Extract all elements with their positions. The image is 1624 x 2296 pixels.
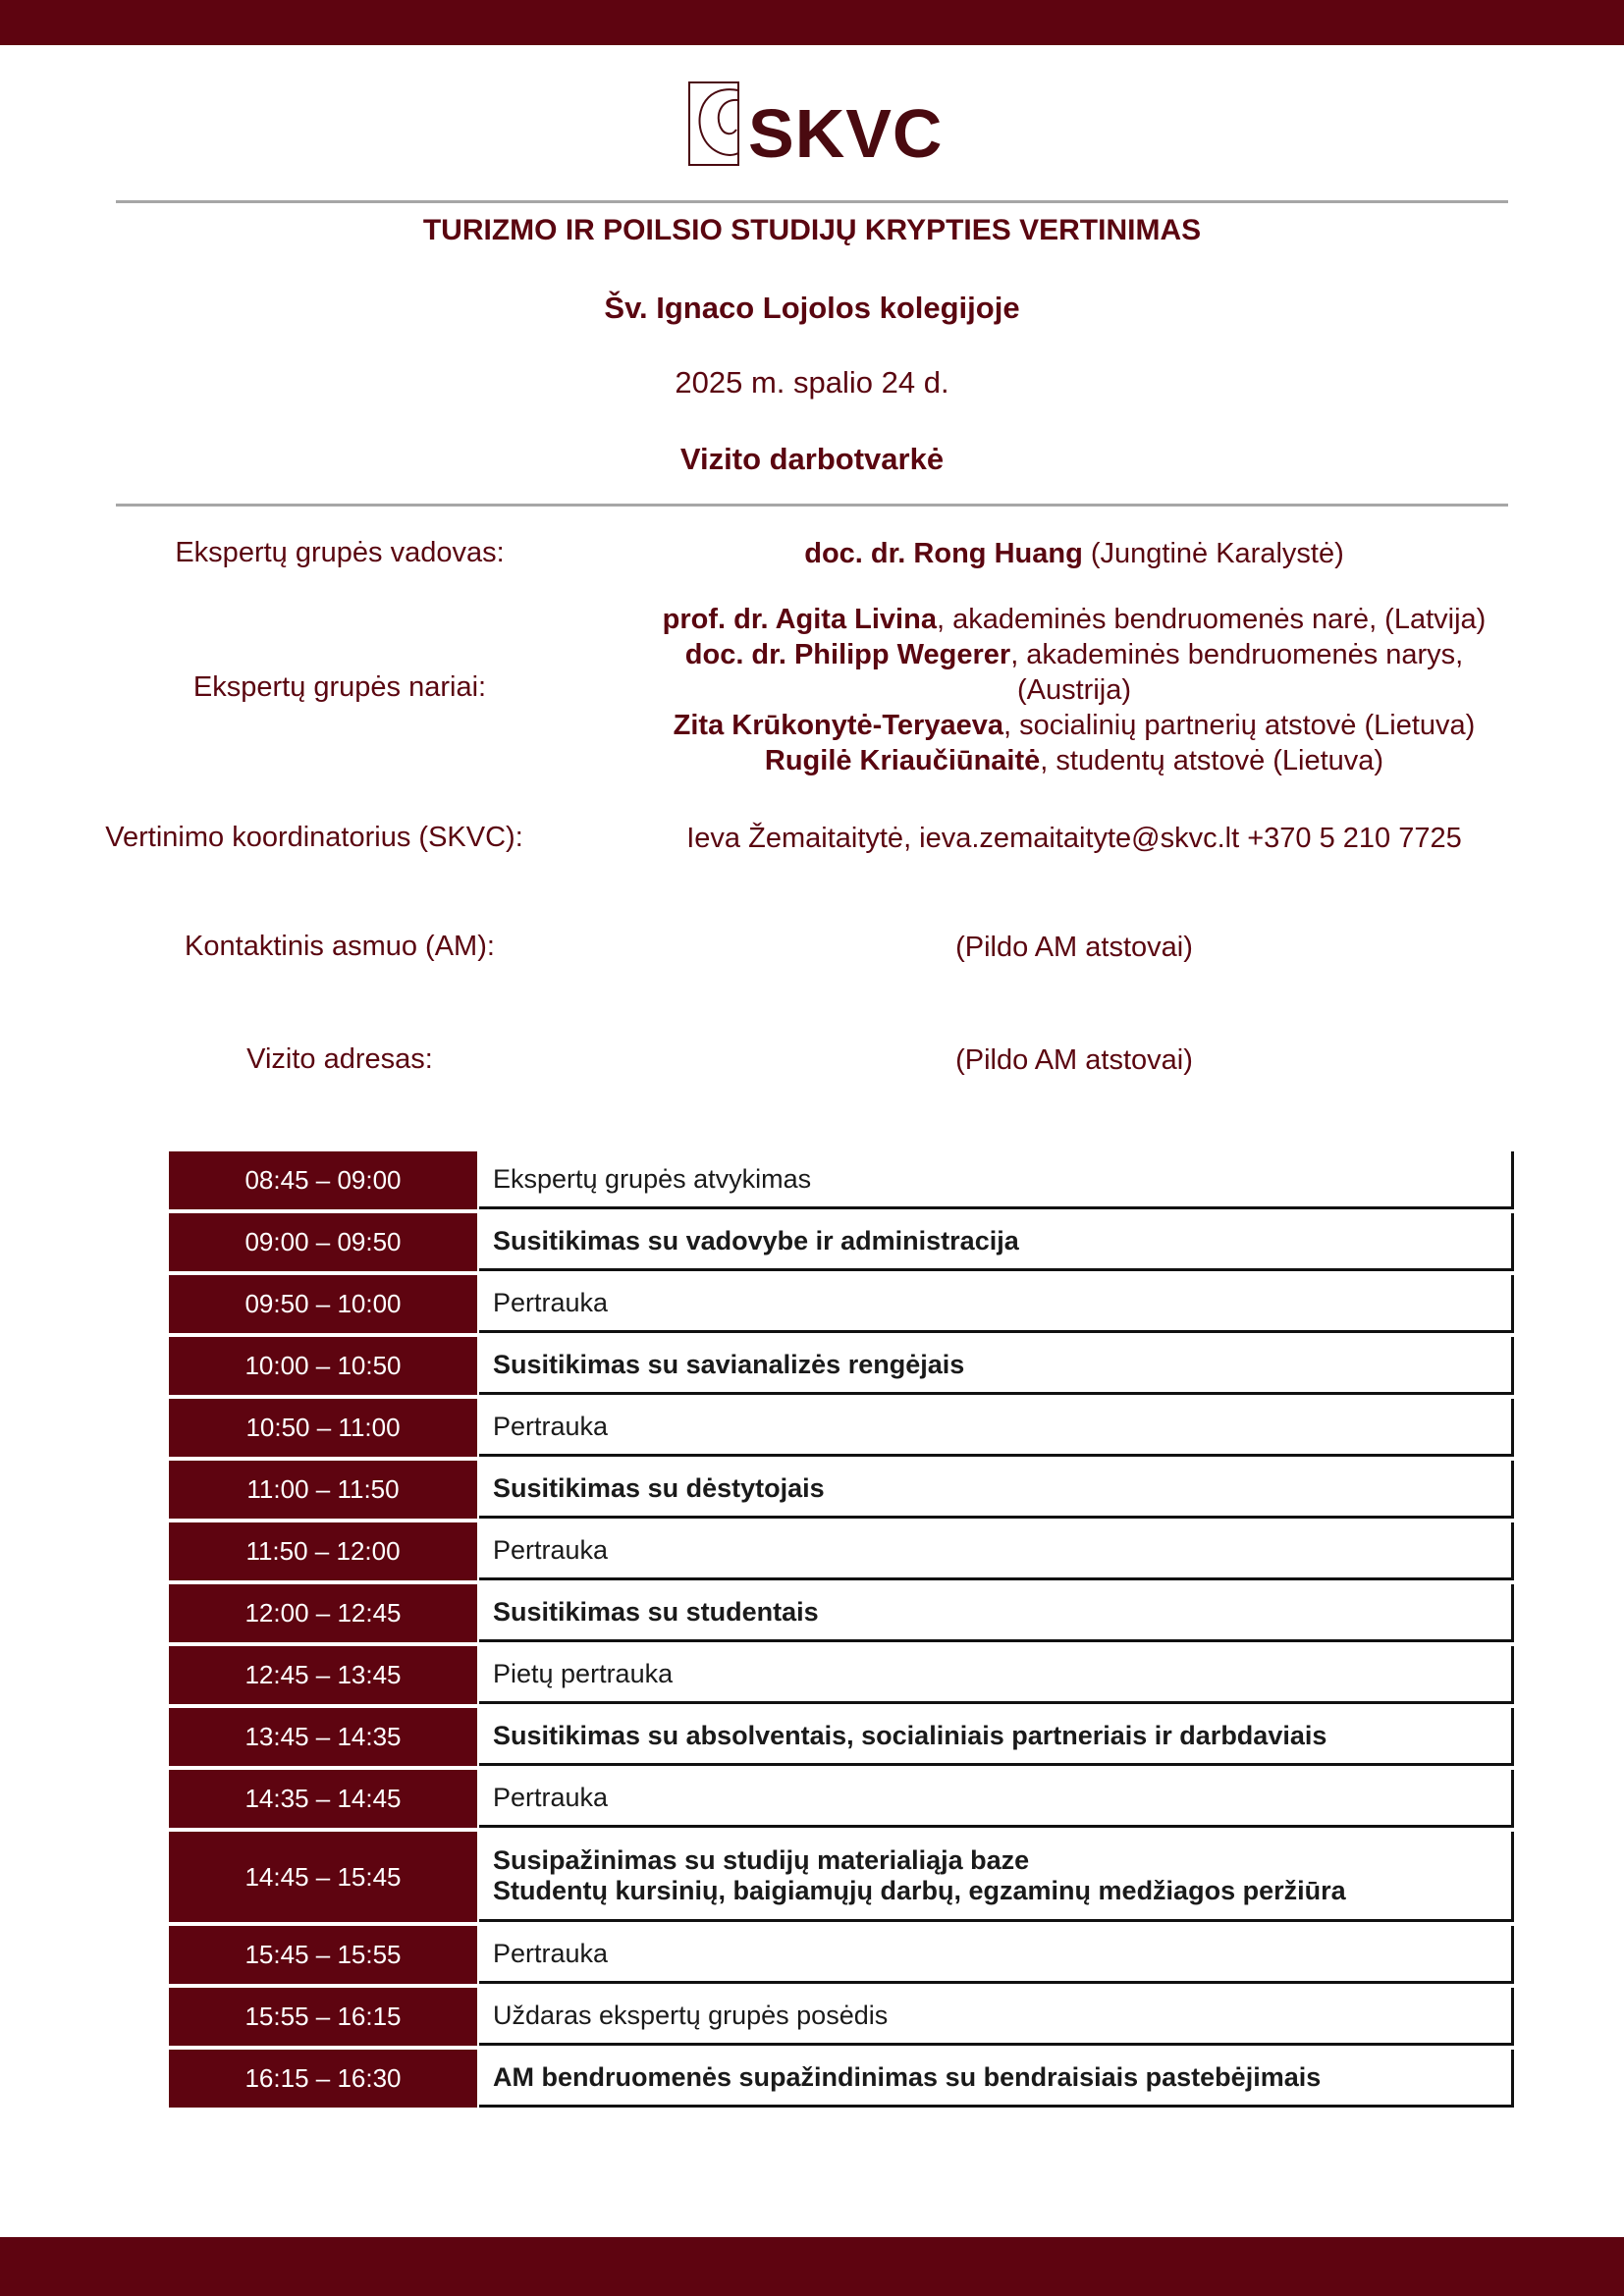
schedule-row — [169, 1213, 1514, 1271]
schedule-row — [169, 1988, 1514, 2046]
member-item: doc. dr. Philipp Wegerer, akademinės bendruomenės narys, (Austrija) — [684, 639, 1464, 706]
members-list — [652, 602, 1496, 778]
schedule-time: 08:45 – 09:00 — [169, 1151, 477, 1209]
schedule-time: 09:50 – 10:00 — [169, 1275, 477, 1333]
activity-line: Uždaras ekspertų grupės posėdis — [493, 2000, 889, 2030]
schedule-time: 11:00 – 11:50 — [169, 1461, 477, 1519]
institution-name: Šv. Ignaco Lojolos kolegijoje — [604, 291, 1020, 325]
activity-line: Pertrauka — [493, 1534, 609, 1565]
schedule-time: 09:00 – 09:50 — [169, 1213, 477, 1271]
activity-line: Pertrauka — [493, 1411, 609, 1441]
address-label: Vizito adresas: — [246, 1043, 433, 1075]
contact-value: (Pildo AM atstovai) — [955, 932, 1193, 963]
schedule-activity — [479, 1584, 1514, 1642]
divider-bottom — [116, 504, 1508, 507]
schedule-time: 12:00 – 12:45 — [169, 1584, 477, 1642]
schedule-time: 13:45 – 14:35 — [169, 1708, 477, 1766]
schedule-activity — [479, 1151, 1514, 1209]
divider-top — [116, 200, 1508, 203]
schedule-row — [169, 1461, 1514, 1519]
logo-text: SKVC — [748, 95, 944, 172]
schedule-activity — [479, 1988, 1514, 2046]
schedule-activity — [479, 1399, 1514, 1457]
schedule-row — [169, 1275, 1514, 1333]
address-value: (Pildo AM atstovai) — [955, 1044, 1193, 1076]
schedule-row — [169, 1646, 1514, 1704]
activity-line: Pertrauka — [493, 1938, 609, 1968]
schedule-activity — [479, 1337, 1514, 1395]
schedule-activity — [479, 1461, 1514, 1519]
schedule-row — [169, 2050, 1514, 2108]
schedule-row — [169, 1584, 1514, 1642]
schedule-time: 15:55 – 16:15 — [169, 1988, 477, 2046]
coordinator-value: Ieva Žemaitaitytė, ieva.zemaitaityte@skvc.lt +370 5 210 7725 — [686, 823, 1462, 854]
schedule-time: 16:15 – 16:30 — [169, 2050, 477, 2108]
schedule-row — [169, 1832, 1514, 1922]
schedule-row — [169, 1522, 1514, 1580]
schedule-activity — [479, 1770, 1514, 1828]
activity-line: AM bendruomenės supažindinimas su bendraisiais pastebėjimais — [493, 2061, 1322, 2092]
bottom-brand-bar — [0, 2237, 1624, 2296]
schedule-row — [169, 1399, 1514, 1457]
schedule-time: 15:45 – 15:55 — [169, 1926, 477, 1984]
skvc-logo — [687, 80, 943, 171]
leader-country: (Jungtinė Karalystė) — [1082, 538, 1344, 569]
schedule-row — [169, 1926, 1514, 1984]
activity-line: Studentų kursinių, baigiamųjų darbų, egzaminų medžiagos peržiūra — [493, 1875, 1346, 1905]
schedule-time: 14:35 – 14:45 — [169, 1770, 477, 1828]
schedule-activity — [479, 1708, 1514, 1766]
skvc-logo-mark-icon — [687, 80, 746, 171]
schedule-time: 14:45 – 15:45 — [169, 1832, 477, 1922]
schedule-time: 10:50 – 11:00 — [169, 1399, 477, 1457]
activity-line: Susitikimas su dėstytojais — [493, 1472, 825, 1503]
schedule-activity — [479, 1522, 1514, 1580]
activity-line: Susitikimas su vadovybe ir administracija — [493, 1225, 1019, 1255]
schedule-activity — [479, 1213, 1514, 1271]
activity-line: Susitikimas su savianalizės rengėjais — [493, 1349, 965, 1379]
schedule-time: 12:45 – 13:45 — [169, 1646, 477, 1704]
activity-line: Pertrauka — [493, 1782, 609, 1812]
schedule-row — [169, 1337, 1514, 1395]
member-item: Zita Krūkonytė-Teryaeva, socialinių partnerių atstovė (Lietuva) — [673, 710, 1476, 741]
visit-date: 2025 m. spalio 24 d. — [675, 365, 949, 400]
activity-line: Susitikimas su studentais — [493, 1596, 819, 1627]
leader-name: doc. dr. Rong Huang — [804, 538, 1083, 569]
activity-line: Susitikimas su absolventais, socialiniais partneriais ir darbdaviais — [493, 1720, 1327, 1750]
activity-line: Pertrauka — [493, 1287, 609, 1317]
activity-line: Susipažinimas su studijų materialiąja baze — [493, 1844, 1030, 1875]
member-item: prof. dr. Agita Livina, akademinės bendruomenės narė, (Latvija) — [662, 604, 1487, 635]
schedule-activity — [479, 2050, 1514, 2108]
leader-label: Ekspertų grupės vadovas: — [175, 537, 505, 568]
leader-value — [652, 536, 1496, 571]
member-item: Rugilė Kriaučiūnaitė, studentų atstovė (Lietuva) — [764, 745, 1384, 776]
schedule-activity — [479, 1926, 1514, 1984]
activity-line: Ekspertų grupės atvykimas — [493, 1163, 812, 1194]
schedule-activity — [479, 1832, 1514, 1922]
schedule-time: 10:00 – 10:50 — [169, 1337, 477, 1395]
agenda-heading: Vizito darbotvarkė — [679, 442, 945, 476]
schedule-table — [169, 1151, 1514, 2111]
schedule-activity — [479, 1646, 1514, 1704]
schedule-activity — [479, 1275, 1514, 1333]
schedule-row — [169, 1770, 1514, 1828]
schedule-time: 11:50 – 12:00 — [169, 1522, 477, 1580]
schedule-row — [169, 1151, 1514, 1209]
schedule-row — [169, 1708, 1514, 1766]
members-label: Ekspertų grupės nariai: — [192, 671, 487, 703]
contact-label: Kontaktinis asmuo (AM): — [185, 931, 495, 962]
activity-line: Pietų pertrauka — [493, 1658, 674, 1688]
top-brand-bar — [0, 0, 1624, 45]
coordinator-label: Vertinimo koordinatorius (SKVC): — [105, 822, 523, 853]
document-title: TURIZMO IR POILSIO STUDIJŲ KRYPTIES VERTINIMAS — [422, 214, 1202, 246]
